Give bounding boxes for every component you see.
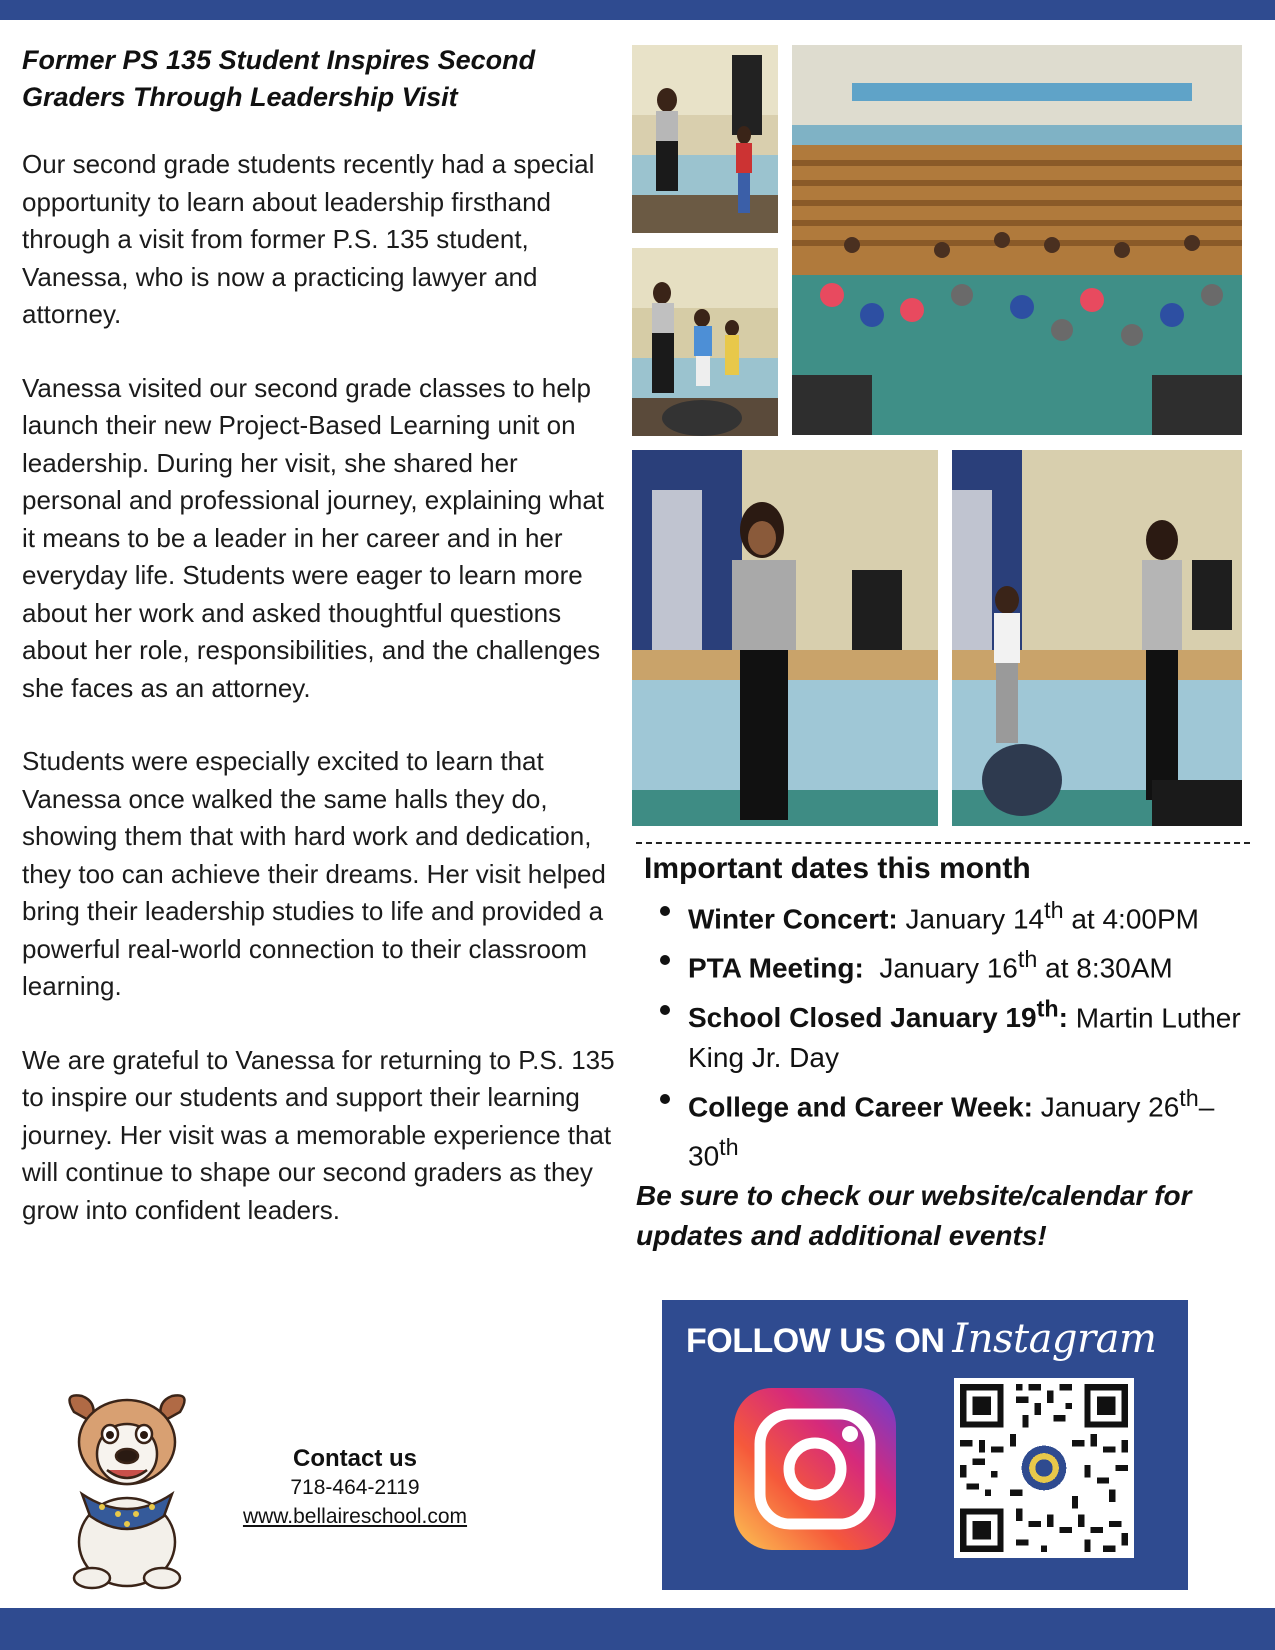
- calendar-note: Be sure to check our website/calendar for updates and additional events!: [636, 1180, 1192, 1251]
- photo-speaker-with-student: [632, 45, 778, 233]
- date-item: School Closed January 19th: Martin Luther King Jr. Day: [636, 989, 1256, 1078]
- website-link[interactable]: www.bellaireschool.com: [242, 1505, 468, 1528]
- article-headline: Former PS 135 Student Inspires Second Graders Through Leadership Visit: [22, 45, 536, 112]
- dates-title: Important dates this month: [644, 852, 1031, 885]
- top-banner-bar: [0, 0, 1275, 20]
- photo-student-at-microphone: [952, 450, 1242, 826]
- instagram-logo-icon[interactable]: [734, 1388, 896, 1550]
- bottom-banner-bar: [0, 1608, 1275, 1650]
- article-paragraph: Our second grade students recently had a special opportunity to learn about leadership firsthand through a visit from former P.S. 135 student, Vanessa, who is now a practicing lawyer and attorney.: [22, 149, 595, 329]
- contact-title: Contact us: [292, 1445, 417, 1472]
- article-paragraph: Vanessa visited our second grade classes to help launch their new Project-Based Learning unit on leadership. During her visit, she shared her personal and professional journey, explaining what it means to be a leader in her career and in her everyday life. Students were eager to learn more about her work and asked thoughtful questions about her role, responsibilities, and the challenges she faces as an attorney.: [22, 372, 605, 703]
- instagram-heading: FOLLOW US ON Instagram: [686, 1316, 1157, 1362]
- section-divider: [636, 842, 1250, 844]
- contact-phone[interactable]: 718-464-2119: [290, 1476, 420, 1499]
- photo-auditorium-group: [792, 45, 1242, 435]
- article-paragraph: Students were especially excited to learn that Vanessa once walked the same halls they do, showing them that with hard work and dedication, they too can achieve their dreams. Her visit helped bring their leadership studies to life and provided a powerful real-world connection to their classroom learning.: [22, 746, 606, 1001]
- bulldog-mascot-icon: [52, 1382, 202, 1592]
- instagram-panel[interactable]: [662, 1300, 1188, 1590]
- important-dates: [636, 850, 1256, 1177]
- article: [22, 42, 622, 1229]
- qr-code-icon[interactable]: [954, 1378, 1134, 1558]
- date-item: College and Career Week: January 26th– 30th: [636, 1078, 1256, 1177]
- contact-block: [210, 1444, 500, 1532]
- article-paragraph: We are grateful to Vanessa for returning to P.S. 135 to inspire our students and support their learning journey. Her visit was a memorable experience that will continue to shape our second graders as they grow into confident leaders.: [22, 1044, 615, 1225]
- date-item: PTA Meeting: January 16th at 8:30AM: [636, 939, 1256, 988]
- date-item: Winter Concert: January 14th at 4:00PM: [636, 890, 1256, 939]
- dates-list: [636, 890, 1256, 1177]
- photo-speaker-microphone: [632, 450, 938, 826]
- photo-student-speaking: [632, 248, 778, 436]
